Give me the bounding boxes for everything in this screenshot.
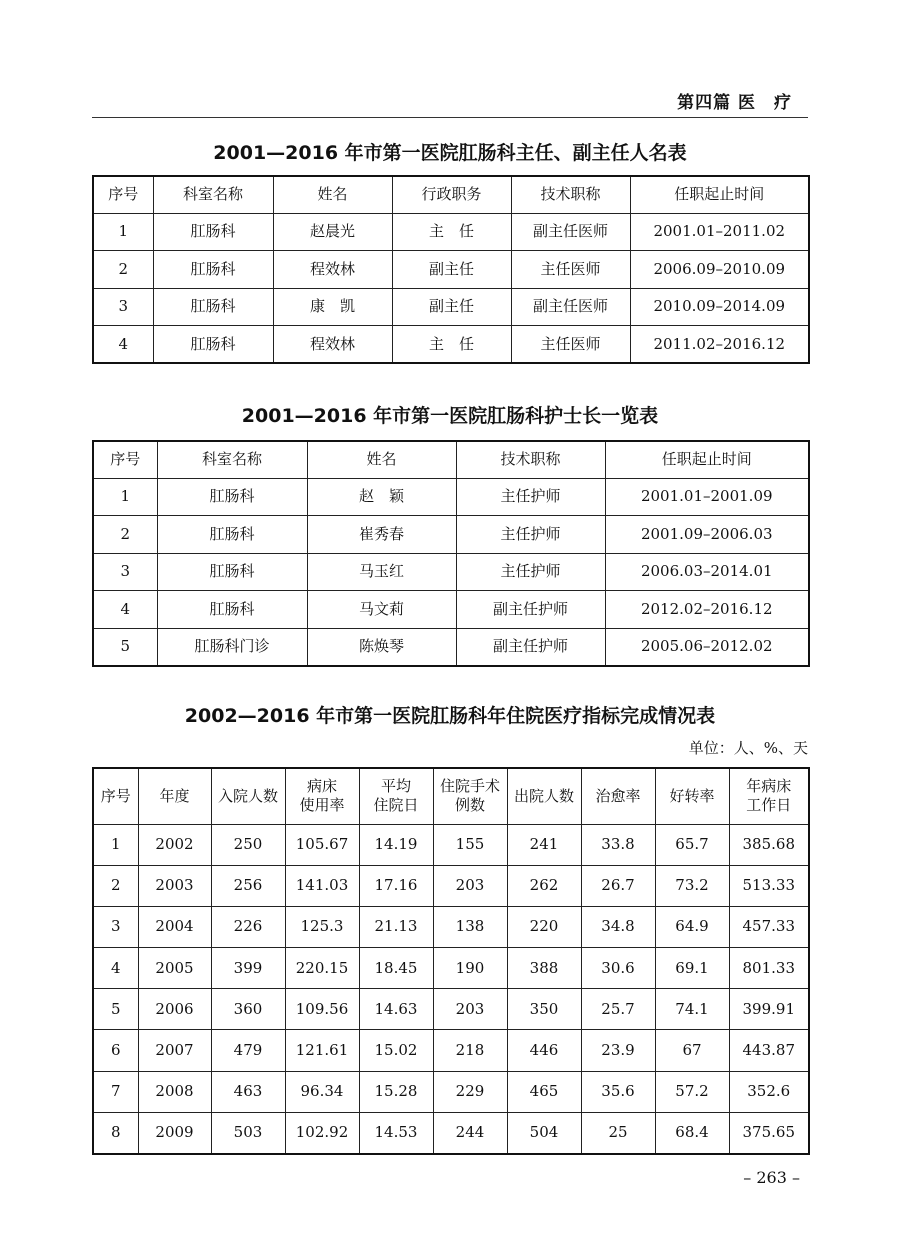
table-row: [93, 906, 809, 947]
header-label: 任职起止时间: [661, 450, 752, 469]
header-label: 序号: [100, 786, 131, 805]
table-cell: 肛肠科: [157, 478, 307, 516]
table-cell: 3: [93, 906, 138, 947]
table-cell: 465: [507, 1071, 581, 1112]
table-cell: 443.87: [729, 1030, 809, 1071]
table-cell: 504: [507, 1112, 581, 1153]
table-cell: 15.28: [359, 1071, 433, 1112]
table1-col-header: [392, 176, 511, 213]
table-row: [93, 326, 809, 364]
table1-col-header: [273, 176, 392, 213]
table-cell: 4: [93, 326, 153, 364]
table-cell: 220.15: [285, 948, 359, 989]
table-cell: 2005.06–2012.02: [605, 628, 809, 666]
inpatient-indicators-table: [92, 767, 810, 1155]
table-cell: 2: [93, 516, 157, 554]
table-cell: 14.19: [359, 824, 433, 865]
table-cell: 崔秀春: [307, 516, 456, 554]
section-header: 第四篇 医 疗: [677, 93, 792, 113]
header-label: 姓名: [317, 185, 348, 204]
table-cell: 67: [655, 1030, 729, 1071]
header-label: 入院人数: [217, 786, 278, 805]
table-cell: 肛肠科: [157, 553, 307, 591]
header-label: 科室名称: [201, 450, 262, 469]
table-cell: 25: [581, 1112, 655, 1153]
table-cell: 17.16: [359, 865, 433, 906]
table-cell: 69.1: [655, 948, 729, 989]
table-cell: 203: [433, 865, 507, 906]
unit-note: 单位：人、%、天: [688, 739, 808, 757]
table-cell: 385.68: [729, 824, 809, 865]
table-cell: 主 任: [392, 213, 511, 251]
table-cell: 肛肠科: [157, 516, 307, 554]
table-cell: 5: [93, 628, 157, 666]
table1-col-header: [511, 176, 630, 213]
table-cell: 7: [93, 1071, 138, 1112]
table-cell: 肛肠科: [157, 591, 307, 629]
table2-col-header: [605, 441, 809, 478]
head-nurses-table: [92, 440, 810, 667]
table-row: [93, 213, 809, 251]
header-label: 好转率: [669, 786, 715, 805]
table2-title: 2001—2016 年市第一医院肛肠科护士长一览表: [241, 405, 659, 427]
table-cell: 262: [507, 865, 581, 906]
table1-col-header: [630, 176, 809, 213]
table-cell: 2005: [138, 948, 211, 989]
table-cell: 4: [93, 948, 138, 989]
header-label: 年度: [159, 786, 190, 805]
table1-col-header: [93, 176, 153, 213]
table-cell: 18.45: [359, 948, 433, 989]
header-label: 科室名称: [182, 185, 243, 204]
table-row: [93, 948, 809, 989]
table-cell: 23.9: [581, 1030, 655, 1071]
table-row: [93, 989, 809, 1030]
header-label: 住院手术: [439, 777, 500, 796]
table-cell: 14.63: [359, 989, 433, 1030]
table-cell: 2001.09–2006.03: [605, 516, 809, 554]
table-cell: 2001.01–2011.02: [630, 213, 809, 251]
table-cell: 226: [211, 906, 285, 947]
table1-header-row: [93, 176, 809, 213]
header-label: 年病床: [746, 777, 792, 796]
table2-header-row: [93, 441, 809, 478]
table-cell: 26.7: [581, 865, 655, 906]
table-cell: 2007: [138, 1030, 211, 1071]
table-cell: 73.2: [655, 865, 729, 906]
table-cell: 96.34: [285, 1071, 359, 1112]
table-cell: 21.13: [359, 906, 433, 947]
header-label: 住院日: [373, 796, 419, 815]
table-cell: 68.4: [655, 1112, 729, 1153]
table2-col-header: [307, 441, 456, 478]
header-label: 任职起止时间: [674, 185, 765, 204]
table-cell: 109.56: [285, 989, 359, 1030]
table-cell: 35.6: [581, 1071, 655, 1112]
header-label: 出院人数: [513, 786, 574, 805]
table-cell: 主任医师: [511, 251, 630, 289]
table-cell: 352.6: [729, 1071, 809, 1112]
table-cell: 马玉红: [307, 553, 456, 591]
table-cell: 14.53: [359, 1112, 433, 1153]
table-row: [93, 516, 809, 554]
table-cell: 肛肠科: [153, 213, 273, 251]
table1-col-header: [153, 176, 273, 213]
table3-header-row: [93, 768, 809, 824]
table-cell: 副主任护师: [456, 591, 605, 629]
table-cell: 肛肠科: [153, 251, 273, 289]
table-cell: 218: [433, 1030, 507, 1071]
table-cell: 30.6: [581, 948, 655, 989]
table-cell: 463: [211, 1071, 285, 1112]
table-cell: 2006.09–2010.09: [630, 251, 809, 289]
table-cell: 141.03: [285, 865, 359, 906]
table-cell: 74.1: [655, 989, 729, 1030]
table-cell: 105.67: [285, 824, 359, 865]
table-cell: 2004: [138, 906, 211, 947]
header-label: 技术职称: [540, 185, 601, 204]
table-cell: 33.8: [581, 824, 655, 865]
header-label: 姓名: [366, 450, 397, 469]
table3-col-header: [655, 768, 729, 824]
table-row: [93, 628, 809, 666]
table-cell: 2010.09–2014.09: [630, 288, 809, 326]
table3-title: 2002—2016 年市第一医院肛肠科年住院医疗指标完成情况表: [184, 705, 716, 727]
table-cell: 360: [211, 989, 285, 1030]
table-cell: 主任护师: [456, 553, 605, 591]
page-number: – 263 –: [743, 1168, 800, 1187]
table-cell: 2011.02–2016.12: [630, 326, 809, 364]
table3-col-header: [359, 768, 433, 824]
table-cell: 副主任医师: [511, 288, 630, 326]
table-row: [93, 865, 809, 906]
table-cell: 2: [93, 865, 138, 906]
table-cell: 446: [507, 1030, 581, 1071]
table-cell: 15.02: [359, 1030, 433, 1071]
table3-col-header: [138, 768, 211, 824]
table-cell: 125.3: [285, 906, 359, 947]
table-cell: 256: [211, 865, 285, 906]
table-cell: 3: [93, 553, 157, 591]
table-cell: 马文莉: [307, 591, 456, 629]
table-cell: 479: [211, 1030, 285, 1071]
header-label: 技术职称: [500, 450, 561, 469]
table-cell: 程效林: [273, 326, 392, 364]
table-cell: 102.92: [285, 1112, 359, 1153]
table-cell: 赵 颖: [307, 478, 456, 516]
table-cell: 25.7: [581, 989, 655, 1030]
table-cell: 2003: [138, 865, 211, 906]
table3-col-header: [285, 768, 359, 824]
table-row: [93, 591, 809, 629]
table-cell: 8: [93, 1112, 138, 1153]
table3-col-header: [211, 768, 285, 824]
table-cell: 2006: [138, 989, 211, 1030]
table-cell: 1: [93, 213, 153, 251]
table3-col-header: [93, 768, 138, 824]
table-cell: 赵晨光: [273, 213, 392, 251]
table-cell: 肛肠科: [153, 326, 273, 364]
table-cell: 64.9: [655, 906, 729, 947]
table-cell: 2002: [138, 824, 211, 865]
table-cell: 2008: [138, 1071, 211, 1112]
table-cell: 155: [433, 824, 507, 865]
table-cell: 2: [93, 251, 153, 289]
table2-col-header: [93, 441, 157, 478]
table-cell: 190: [433, 948, 507, 989]
table-cell: 375.65: [729, 1112, 809, 1153]
table-cell: 801.33: [729, 948, 809, 989]
header-label: 序号: [108, 185, 139, 204]
table-cell: 203: [433, 989, 507, 1030]
table-cell: 399: [211, 948, 285, 989]
table-cell: 陈焕琴: [307, 628, 456, 666]
table3-col-header: [507, 768, 581, 824]
table-cell: 250: [211, 824, 285, 865]
table-cell: 2006.03–2014.01: [605, 553, 809, 591]
table-cell: 2012.02–2016.12: [605, 591, 809, 629]
table-cell: 6: [93, 1030, 138, 1071]
table-cell: 244: [433, 1112, 507, 1153]
table3-col-header: [433, 768, 507, 824]
table2-col-header: [157, 441, 307, 478]
table-cell: 副主任: [392, 288, 511, 326]
table-cell: 399.91: [729, 989, 809, 1030]
table-cell: 138: [433, 906, 507, 947]
table-cell: 2009: [138, 1112, 211, 1153]
table-row: [93, 478, 809, 516]
table3-col-header: [729, 768, 809, 824]
header-label: 治愈率: [595, 786, 641, 805]
table-cell: 3: [93, 288, 153, 326]
table-cell: 388: [507, 948, 581, 989]
table-cell: 65.7: [655, 824, 729, 865]
table-cell: 34.8: [581, 906, 655, 947]
table-row: [93, 553, 809, 591]
table-row: [93, 1071, 809, 1112]
table-cell: 241: [507, 824, 581, 865]
table-cell: 5: [93, 989, 138, 1030]
header-divider: [92, 117, 808, 118]
table-cell: 229: [433, 1071, 507, 1112]
table-cell: 主任护师: [456, 478, 605, 516]
table-cell: 57.2: [655, 1071, 729, 1112]
table-cell: 121.61: [285, 1030, 359, 1071]
table-cell: 副主任医师: [511, 213, 630, 251]
table-cell: 主任医师: [511, 326, 630, 364]
table-cell: 程效林: [273, 251, 392, 289]
table1-title: 2001—2016 年市第一医院肛肠科主任、副主任人名表: [213, 142, 687, 164]
table-cell: 2001.01–2001.09: [605, 478, 809, 516]
table-cell: 4: [93, 591, 157, 629]
table-cell: 副主任: [392, 251, 511, 289]
table-cell: 457.33: [729, 906, 809, 947]
table-cell: 主任护师: [456, 516, 605, 554]
table-cell: 1: [93, 478, 157, 516]
table3-col-header: [581, 768, 655, 824]
table-cell: 1: [93, 824, 138, 865]
table-cell: 503: [211, 1112, 285, 1153]
header-label: 平均: [380, 777, 411, 796]
table-cell: 513.33: [729, 865, 809, 906]
table-cell: 350: [507, 989, 581, 1030]
table-row: [93, 824, 809, 865]
header-label: 工作日: [746, 796, 792, 815]
table-row: [93, 1030, 809, 1071]
table-row: [93, 251, 809, 289]
table-cell: 肛肠科门诊: [157, 628, 307, 666]
header-label: 使用率: [299, 796, 345, 815]
table-row: [93, 1112, 809, 1153]
directors-table: [92, 175, 810, 364]
header-label: 病床: [306, 777, 337, 796]
header-label: 例数: [454, 796, 485, 815]
table-cell: 220: [507, 906, 581, 947]
table-row: [93, 288, 809, 326]
table-cell: 肛肠科: [153, 288, 273, 326]
table-cell: 主 任: [392, 326, 511, 364]
header-label: 序号: [110, 450, 141, 469]
header-label: 行政职务: [421, 185, 482, 204]
table2-col-header: [456, 441, 605, 478]
table-cell: 康 凯: [273, 288, 392, 326]
table-cell: 副主任护师: [456, 628, 605, 666]
